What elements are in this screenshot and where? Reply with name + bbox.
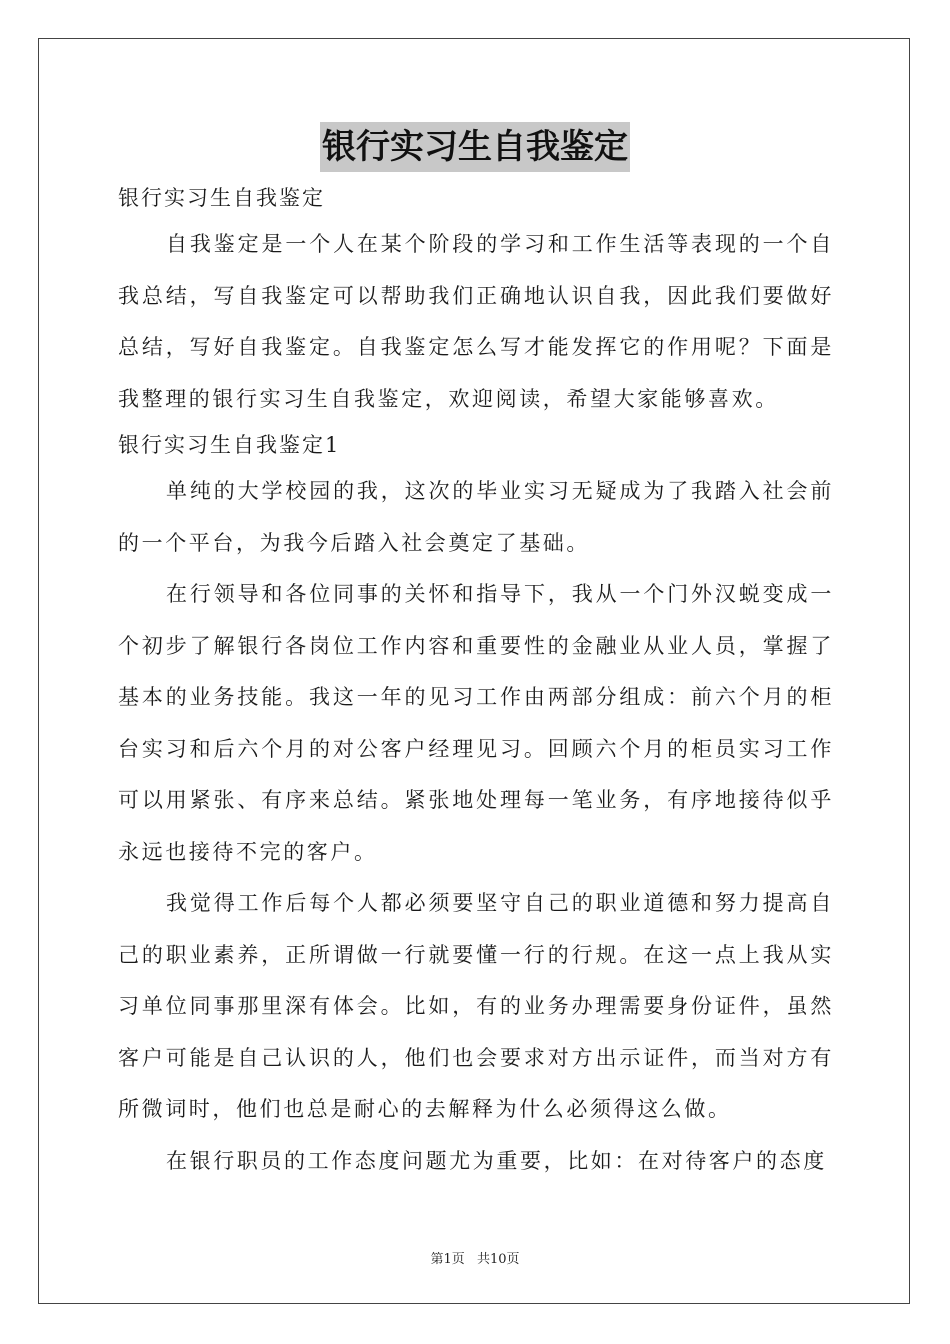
title-container	[0, 122, 950, 172]
body-paragraph: 在行领导和各位同事的关怀和指导下，我从一个门外汉蜕变成一个初步了解银行各岗位工作内容和重要性的金融业从业人员，掌握了基本的业务技能。我这一年的见习工作由两部分组成：前六个月的柜台实习和后六个月的对公客户经理见习。回顾六个月的柜员实习工作可以用紧张、有序来总结。紧张地处理每一笔业务，有序地接待似乎永远也接待不完的客户。	[118, 582, 834, 864]
document-title: 银行实习生自我鉴定	[320, 122, 630, 172]
page-footer	[0, 1248, 950, 1267]
total-pages: 共10页	[476, 1252, 520, 1267]
body-paragraph: 在银行职员的工作态度问题尤为重要，比如：在对待客户的态度	[166, 1148, 827, 1173]
document-subtitle: 银行实习生自我鉴定	[118, 186, 325, 210]
intro-paragraph: 自我鉴定是一个人在某个阶段的学习和工作生活等表现的一个自我总结，写自我鉴定可以帮助我们正确地认识自我，因此我们要做好总结，写好自我鉴定。自我鉴定怎么写才能发挥它的作用呢？下面是我整理的银行实习生自我鉴定，欢迎阅读，希望大家能够喜欢。	[118, 232, 834, 411]
body-paragraph: 单纯的大学校园的我，这次的毕业实习无疑成为了我踏入社会前的一个平台，为我今后踏入社会奠定了基础。	[118, 479, 834, 555]
section-heading: 银行实习生自我鉴定1	[118, 433, 341, 457]
document-body	[118, 178, 834, 1187]
body-paragraph: 我觉得工作后每个人都必须要坚守自己的职业道德和努力提高自己的职业素养，正所谓做一行就要懂一行的行规。在这一点上我从实习单位同事那里深有体会。比如，有的业务办理需要身份证件，虽然客户可能是自己认识的人，他们也会要求对方出示证件，而当对方有所微词时，他们也总是耐心的去解释为什么必须得这么做。	[118, 891, 834, 1121]
page-number: 第1页	[430, 1252, 465, 1267]
